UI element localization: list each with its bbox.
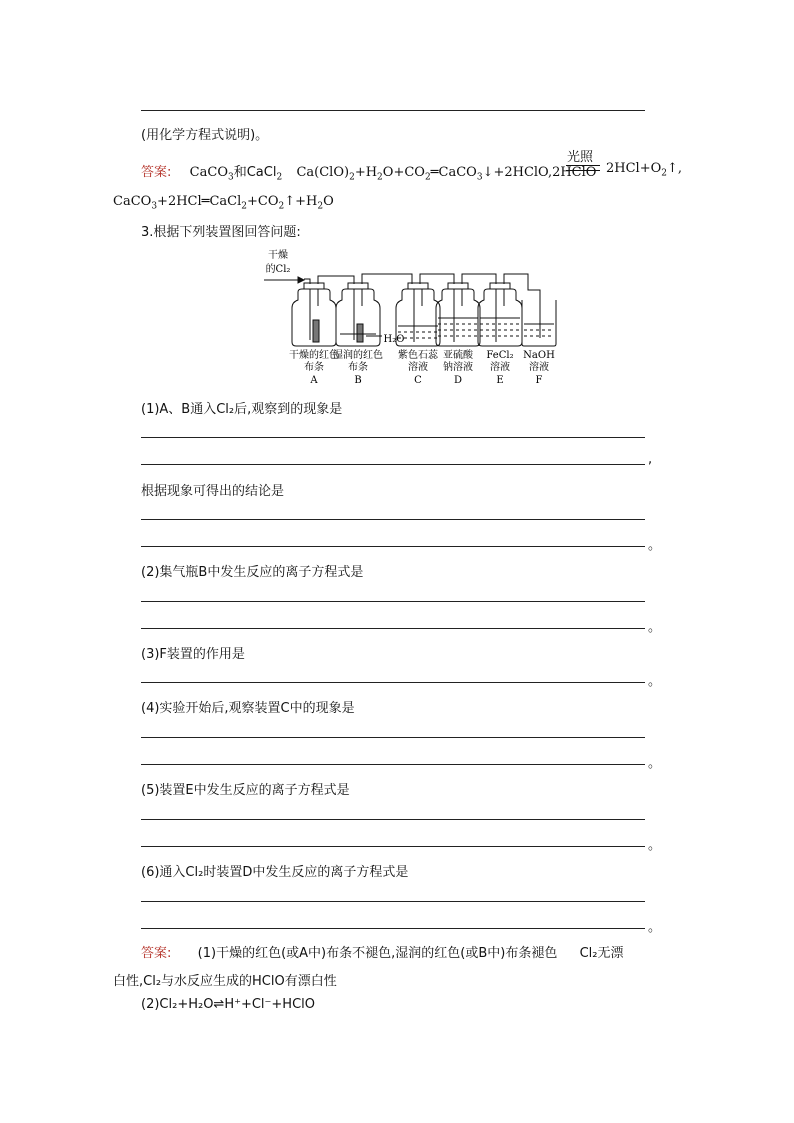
bottle-e-letter: E xyxy=(496,375,504,386)
eq-part: 2HCl+O xyxy=(606,161,662,176)
bottle-b-label-2: 布条 xyxy=(348,362,368,373)
bottle-b xyxy=(336,283,382,346)
eq-part: Ca(ClO) xyxy=(296,165,350,180)
period-mark: 。 xyxy=(648,838,662,853)
eq-part: CaCO xyxy=(113,194,152,209)
answer-line xyxy=(141,682,645,683)
beaker-f-letter: F xyxy=(535,375,543,386)
beaker-f xyxy=(522,300,556,346)
q3-answer-line1 xyxy=(141,942,624,961)
sub: 2 xyxy=(349,172,355,183)
q3-stem: 3.根据下列装置图回答问题: xyxy=(141,225,301,240)
inlet-label-2: 的Cl₂ xyxy=(265,264,291,275)
inlet-label-1: 干燥 xyxy=(268,250,288,261)
apparatus-figure xyxy=(258,246,568,386)
bottle-a xyxy=(292,283,336,346)
answer-line xyxy=(141,464,645,465)
bottle-d xyxy=(436,283,480,346)
bottle-a-label-2: 布条 xyxy=(304,362,324,373)
answer-line-top xyxy=(141,110,645,111)
q3-part1-conclusion: 根据现象可得出的结论是 xyxy=(141,484,285,499)
bottle-a-letter: A xyxy=(310,375,318,386)
q2-tail: (用化学方程式说明)。 xyxy=(141,128,269,143)
answer-line xyxy=(141,601,645,602)
answer-line xyxy=(141,846,645,847)
eq-part: O xyxy=(323,194,334,209)
q3-part1: (1)A、B通入Cl₂后,观察到的现象是 xyxy=(141,402,343,417)
bottle-d-letter: D xyxy=(453,375,463,386)
sub: 2 xyxy=(661,168,667,179)
q3-part2: (2)集气瓶B中发生反应的离子方程式是 xyxy=(141,565,364,580)
eq-part: +H xyxy=(354,165,378,180)
bottle-c-letter: C xyxy=(414,375,422,386)
sub: 3 xyxy=(227,172,234,183)
bottle-a-label-1: 干燥的红色 xyxy=(289,350,339,361)
period-mark: 。 xyxy=(648,920,662,935)
bottle-c-label-2: 溶液 xyxy=(408,362,428,373)
answer-line xyxy=(141,764,645,765)
q3-part4: (4)实验开始后,观察装置C中的现象是 xyxy=(141,701,355,716)
eq-part: ↑, xyxy=(667,161,683,176)
beaker-f-label-1: NaOH xyxy=(523,350,555,361)
q3-answer-line2: 白性,Cl₂与水反应生成的HClO有漂白性 xyxy=(113,974,337,989)
eq-part: +2HCl═CaCl xyxy=(157,194,242,209)
comma-mark: , xyxy=(648,452,653,467)
period-mark: 。 xyxy=(648,620,662,635)
eq-part: ↓+2HClO,2HClO xyxy=(482,165,597,180)
period-mark: 。 xyxy=(648,674,662,689)
period-mark: 。 xyxy=(648,538,662,553)
sub: 2 xyxy=(377,172,383,183)
eq-part: O+CO xyxy=(382,165,425,180)
bottle-d-label-1: 亚硫酸 xyxy=(443,350,473,361)
answer-line xyxy=(141,928,645,929)
answer-text: Cl₂无漂 xyxy=(579,946,624,961)
sub: 2 xyxy=(424,172,431,183)
h2o-label: H₂O xyxy=(383,334,405,345)
beaker-f-label-2: 溶液 xyxy=(529,362,549,373)
eq-part: +CO xyxy=(247,194,279,209)
q2-answer-line2 xyxy=(113,194,334,212)
sub: 2 xyxy=(278,201,285,212)
q3-answer-part2: (2)Cl₂+H₂O⇌H⁺+Cl⁻+HClO xyxy=(141,997,315,1012)
bottle-d-label-2: 钠溶液 xyxy=(443,362,473,373)
answer-label: 答案: xyxy=(141,165,172,180)
tube xyxy=(362,274,412,284)
text-and: 和CaCl xyxy=(233,165,277,180)
eq-part: ═CaCO xyxy=(430,165,477,180)
q2-answer-line1-end xyxy=(606,161,682,179)
q3-part5: (5)装置E中发生反应的离子方程式是 xyxy=(141,783,350,798)
answer-line xyxy=(141,819,645,820)
answer-line xyxy=(141,546,645,547)
answer-line xyxy=(141,737,645,738)
sub: 2 xyxy=(317,201,324,212)
condition-arrow xyxy=(566,165,600,171)
answer-line xyxy=(141,519,645,520)
q3-part6: (6)通入Cl₂时装置D中发生反应的离子方程式是 xyxy=(141,865,409,880)
eq-part: ↑+H xyxy=(284,194,318,209)
arrowhead-icon xyxy=(298,277,304,283)
sub: 3 xyxy=(476,172,483,183)
text-caco: CaCO xyxy=(189,165,228,180)
answer-line xyxy=(141,628,645,629)
period-mark: 。 xyxy=(648,756,662,771)
bottle-e xyxy=(478,283,522,346)
answer-label: 答案: xyxy=(141,946,172,961)
bottle-e-label-2: 溶液 xyxy=(490,362,510,373)
sub: 3 xyxy=(151,201,158,212)
light-condition: 光照 xyxy=(567,150,594,165)
answer-text: (1)干燥的红色(或A中)布条不褪色,湿润的红色(或B中)布条褪色 xyxy=(197,946,558,961)
answer-line xyxy=(141,901,645,902)
bottle-c-label-1: 紫色石蕊 xyxy=(398,350,438,361)
sub: 2 xyxy=(241,201,248,212)
q2-answer-line1 xyxy=(141,161,596,183)
q3-part3: (3)F装置的作用是 xyxy=(141,647,245,662)
bottle-e-label-1: FeCl₂ xyxy=(486,350,514,361)
answer-line xyxy=(141,437,645,438)
bottle-b-label-1: 湿润的红色 xyxy=(333,350,383,361)
bottle-b-letter: B xyxy=(354,375,362,386)
sub: 2 xyxy=(276,172,283,183)
